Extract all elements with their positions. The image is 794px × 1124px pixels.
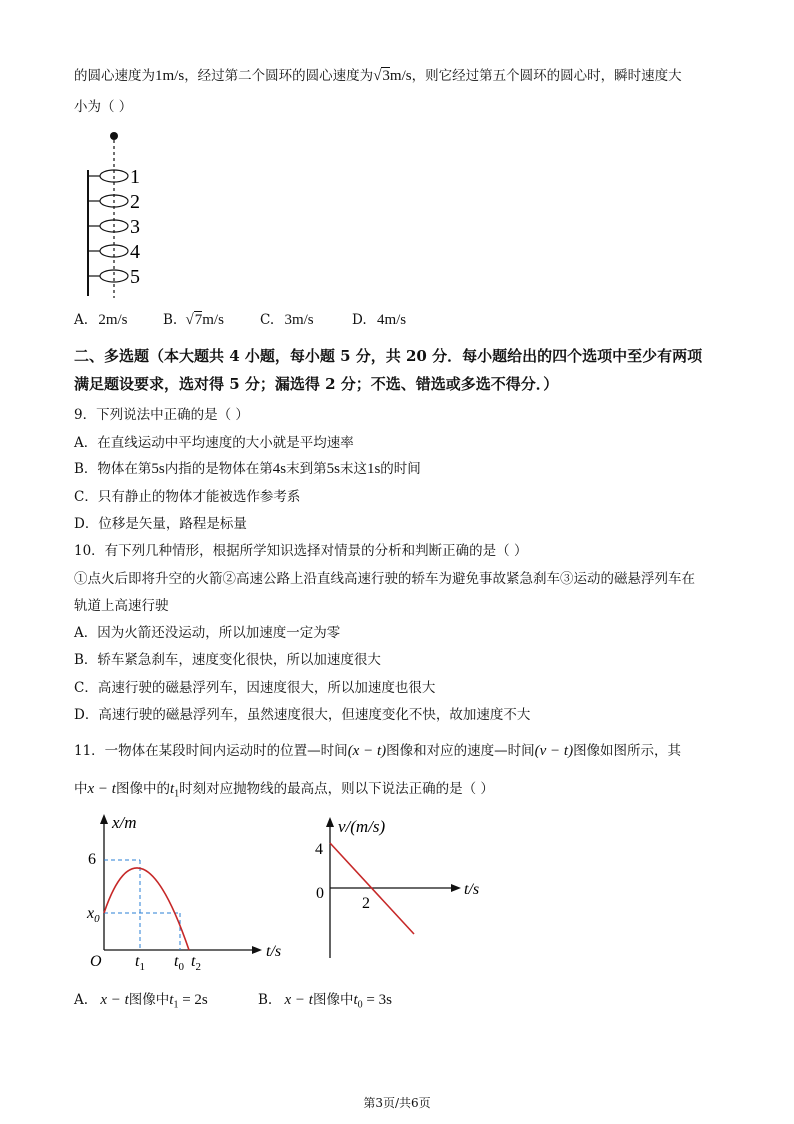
y-axis-arrow-icon	[100, 814, 108, 824]
q10-scene-line1: ①点火后即将升空的火箭②高速公路上沿直线高速行驶的轿车为避免事故紧急刹车③运动的磁悬浮列车在	[74, 571, 695, 587]
section2-header-line1: 二、多选题（本大题共 4 小题，每小题 5 分，共 20 分．每小题给出的四个选项中至少有两项	[74, 347, 703, 365]
xt-x-label: t/s	[266, 943, 282, 960]
q11-stem-line2: 中x − t图像中的$t_1$时刻对应抛物线的最高点，则以下说法正确的是（ ）	[74, 781, 494, 800]
q11-option-a[interactable]: A. x − t图像中$t_1 = 2s$	[74, 992, 208, 1011]
q8-option-a[interactable]: A. 2m/s	[74, 312, 128, 328]
q9-option-d[interactable]: D．位移是矢量，路程是标量	[74, 516, 247, 532]
q11-option-b[interactable]: B. x − t图像中$t_0 = 3s$	[258, 992, 392, 1011]
q10-option-b[interactable]: B．轿车紧急刹车，速度变化很快，所以加速度很大	[74, 652, 381, 668]
t-axis-arrow-icon	[451, 884, 461, 892]
xt-parabola	[104, 868, 189, 950]
ring-label: 4	[130, 241, 140, 263]
q10-option-a[interactable]: A．因为火箭还没运动，所以加速度一定为零	[74, 625, 341, 641]
q8-option-c[interactable]: C. 3m/s	[260, 312, 314, 328]
q8-option-b[interactable]: B. √7m/s	[163, 312, 224, 328]
xt-t0-label: $t_0$	[174, 953, 184, 972]
xt-y-tick-6: 6	[88, 851, 96, 868]
q9-option-c[interactable]: C．只有静止的物体才能被选作参考系	[74, 489, 301, 505]
page-footer: 第3页/共6页	[363, 1096, 431, 1110]
x-axis-arrow-icon	[252, 946, 262, 954]
xt-origin: O	[90, 953, 102, 970]
q8-v2-sqrt: √3	[373, 68, 390, 84]
vt-x-tick-2: 2	[362, 895, 370, 912]
xt-graph	[80, 812, 290, 972]
q8-stem-line2: 小为（ ）	[74, 99, 133, 115]
xt-y-label: x/m	[112, 813, 137, 832]
vt-graph	[310, 808, 510, 968]
q10-option-d[interactable]: D．高速行驶的磁悬浮列车，虽然速度很大，但速度变化不快，故加速度不大	[74, 707, 531, 723]
q9-option-a[interactable]: A．在直线运动中平均速度的大小就是平均速率	[74, 435, 354, 451]
q8-option-d[interactable]: D. 4m/s	[352, 312, 407, 328]
xt-t2-label: $t_2$	[191, 953, 201, 972]
xt-t1-label: $t_1$	[135, 953, 145, 972]
q10-scene-line2: 轨道上高速行驶	[74, 598, 169, 614]
q10-option-c[interactable]: C．高速行驶的磁悬浮列车，因速度很大，所以加速度也很大	[74, 680, 436, 696]
ball-icon	[110, 132, 118, 140]
vt-y-tick-4: 4	[315, 841, 323, 858]
q8-v1: 1m/s	[155, 68, 185, 84]
vt-y-label: v/(m/s)	[338, 817, 386, 836]
vt-x-label: t/s	[464, 881, 480, 898]
xt-x0-label: $x_0$	[87, 905, 100, 925]
q9-stem: 9．下列说法中正确的是（ ）	[74, 407, 249, 423]
q10-stem: 10．有下列几种情形，根据所学知识选择对情景的分析和判断正确的是（ ）	[74, 543, 528, 559]
ring-label: 1	[130, 166, 140, 188]
q8-ring-figure	[80, 128, 160, 300]
q9-option-b[interactable]: B．物体在第5s内指的是物体在第4s末到第5s末这1s的时间	[74, 461, 421, 477]
section2-header-line2: 满足题设要求，选对得 5 分；漏选得 2 分；不选、错选或多选不得分．）	[74, 375, 559, 393]
ring-label: 3	[130, 216, 140, 238]
q8-stem-line1: 的圆心速度为1m/s，经过第二个圆环的圆心速度为√3m/s，则它经过第五个圆环的圆心时，瞬时速度大	[74, 68, 682, 84]
q11-stem-line1: 11．一物体在某段时间内运动时的位置—时间(x − t)图像和对应的速度—时间(v − t)图像如图所示，其	[74, 743, 682, 759]
vt-zero: 0	[316, 885, 324, 902]
ring-label: 2	[130, 191, 140, 213]
ring-label: 5	[130, 266, 140, 288]
v-axis-arrow-icon	[326, 817, 334, 827]
